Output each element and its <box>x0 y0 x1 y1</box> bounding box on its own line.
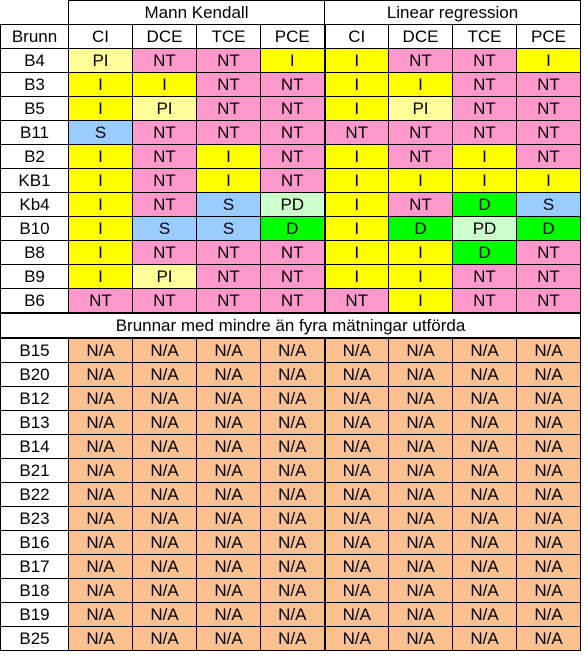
well-label: B15 <box>1 338 69 363</box>
result-cell: NT <box>453 97 517 121</box>
table-row <box>1 97 581 121</box>
column-header-row <box>1 25 581 49</box>
result-cell: NT <box>197 49 261 73</box>
na-cell: N/A <box>133 603 197 627</box>
na-cell: N/A <box>69 531 133 555</box>
na-cell: N/A <box>325 459 389 483</box>
result-cell: NT <box>261 289 325 314</box>
table-row <box>1 579 581 603</box>
well-label: B21 <box>1 459 69 483</box>
na-cell: N/A <box>69 603 133 627</box>
na-cell: N/A <box>325 411 389 435</box>
column-header: CI <box>325 25 389 49</box>
result-cell: NT <box>389 145 453 169</box>
result-cell: NT <box>517 241 581 265</box>
na-cell: N/A <box>389 363 453 387</box>
result-cell: NT <box>261 169 325 193</box>
row-label-header: Brunn <box>1 25 69 49</box>
result-cell: NT <box>197 73 261 97</box>
na-cell: N/A <box>389 627 453 651</box>
na-cell: N/A <box>133 627 197 651</box>
na-cell: N/A <box>197 459 261 483</box>
result-cell: I <box>389 265 453 289</box>
result-cell: NT <box>517 121 581 145</box>
na-cell: N/A <box>197 435 261 459</box>
na-cell: N/A <box>389 579 453 603</box>
na-cell: N/A <box>517 603 581 627</box>
column-header: TCE <box>453 25 517 49</box>
table-row <box>1 435 581 459</box>
result-cell: NT <box>133 193 197 217</box>
result-cell: NT <box>261 145 325 169</box>
well-label: B13 <box>1 411 69 435</box>
result-cell: D <box>453 241 517 265</box>
na-cell: N/A <box>261 363 325 387</box>
na-cell: N/A <box>261 555 325 579</box>
na-cell: N/A <box>69 363 133 387</box>
result-cell: S <box>517 193 581 217</box>
na-cell: N/A <box>453 603 517 627</box>
column-header: PCE <box>261 25 325 49</box>
result-cell: PI <box>133 265 197 289</box>
result-cell: PI <box>69 49 133 73</box>
result-cell: I <box>69 193 133 217</box>
result-cell: D <box>517 217 581 241</box>
na-cell: N/A <box>389 531 453 555</box>
na-cell: N/A <box>69 579 133 603</box>
result-cell: PD <box>453 217 517 241</box>
table-row <box>1 169 581 193</box>
result-cell: I <box>325 265 389 289</box>
table-row <box>1 241 581 265</box>
result-cell: I <box>389 241 453 265</box>
result-cell: I <box>69 145 133 169</box>
group-header-mann-kendall: Mann Kendall <box>69 1 325 25</box>
table-row <box>1 483 581 507</box>
na-cell: N/A <box>453 483 517 507</box>
result-cell: I <box>197 169 261 193</box>
na-cell: N/A <box>453 579 517 603</box>
na-cell: N/A <box>133 435 197 459</box>
result-cell: NT <box>389 49 453 73</box>
result-cell: D <box>389 217 453 241</box>
na-cell: N/A <box>197 338 261 363</box>
table-row <box>1 531 581 555</box>
well-label: B8 <box>1 241 69 265</box>
result-cell: I <box>325 73 389 97</box>
na-cell: N/A <box>69 387 133 411</box>
well-label: B10 <box>1 217 69 241</box>
result-cell: I <box>133 73 197 97</box>
well-label: B18 <box>1 579 69 603</box>
result-cell: S <box>197 193 261 217</box>
result-cell: I <box>69 97 133 121</box>
na-cell: N/A <box>517 507 581 531</box>
well-label: B9 <box>1 265 69 289</box>
result-cell: NT <box>453 121 517 145</box>
na-cell: N/A <box>69 627 133 651</box>
table-row <box>1 555 581 579</box>
result-cell: I <box>325 97 389 121</box>
result-cell: I <box>69 241 133 265</box>
na-cell: N/A <box>133 531 197 555</box>
result-cell: NT <box>133 145 197 169</box>
well-label: B11 <box>1 121 69 145</box>
result-cell: I <box>69 265 133 289</box>
na-cell: N/A <box>133 387 197 411</box>
table-row <box>1 627 581 651</box>
result-cell: NT <box>453 289 517 314</box>
na-cell: N/A <box>517 459 581 483</box>
result-cell: S <box>69 121 133 145</box>
result-cell: NT <box>517 289 581 314</box>
na-cell: N/A <box>389 435 453 459</box>
na-cell: N/A <box>325 531 389 555</box>
table-row <box>1 121 581 145</box>
table-row <box>1 73 581 97</box>
na-cell: N/A <box>69 459 133 483</box>
result-cell: NT <box>517 73 581 97</box>
na-cell: N/A <box>325 507 389 531</box>
na-cell: N/A <box>133 483 197 507</box>
na-cell: N/A <box>133 411 197 435</box>
result-cell: NT <box>197 265 261 289</box>
result-cell: I <box>325 169 389 193</box>
na-cell: N/A <box>69 338 133 363</box>
na-cell: N/A <box>453 507 517 531</box>
result-cell: I <box>325 241 389 265</box>
result-cell: I <box>325 145 389 169</box>
well-label: KB1 <box>1 169 69 193</box>
na-cell: N/A <box>261 627 325 651</box>
na-cell: N/A <box>389 459 453 483</box>
result-cell: NT <box>133 241 197 265</box>
na-cell: N/A <box>389 411 453 435</box>
result-cell: I <box>325 217 389 241</box>
na-cell: N/A <box>517 363 581 387</box>
result-cell: I <box>325 193 389 217</box>
corner-cell <box>1 1 69 25</box>
na-cell: N/A <box>69 435 133 459</box>
na-cell: N/A <box>453 531 517 555</box>
result-cell: NT <box>133 49 197 73</box>
well-label: B22 <box>1 483 69 507</box>
na-cell: N/A <box>261 338 325 363</box>
na-cell: N/A <box>261 411 325 435</box>
table-row <box>1 411 581 435</box>
well-label: B4 <box>1 49 69 73</box>
na-cell: N/A <box>69 555 133 579</box>
table-row <box>1 193 581 217</box>
na-cell: N/A <box>133 555 197 579</box>
result-cell: I <box>389 289 453 314</box>
na-cell: N/A <box>261 459 325 483</box>
na-cell: N/A <box>133 338 197 363</box>
well-label: B16 <box>1 531 69 555</box>
na-cell: N/A <box>197 555 261 579</box>
result-cell: I <box>453 169 517 193</box>
na-cell: N/A <box>389 483 453 507</box>
na-cell: N/A <box>133 459 197 483</box>
group-header-row <box>1 1 581 25</box>
na-cell: N/A <box>453 338 517 363</box>
table-row <box>1 459 581 483</box>
na-cell: N/A <box>69 411 133 435</box>
na-cell: N/A <box>517 627 581 651</box>
result-cell: NT <box>197 241 261 265</box>
result-cell: I <box>69 169 133 193</box>
result-cell: I <box>453 145 517 169</box>
na-cell: N/A <box>389 555 453 579</box>
na-cell: N/A <box>197 363 261 387</box>
na-cell: N/A <box>197 603 261 627</box>
result-cell: NT <box>517 265 581 289</box>
na-cell: N/A <box>133 579 197 603</box>
result-cell: I <box>69 73 133 97</box>
result-cell: NT <box>453 73 517 97</box>
na-cell: N/A <box>197 411 261 435</box>
result-cell: NT <box>389 193 453 217</box>
result-cell: I <box>261 49 325 73</box>
result-cell: NT <box>261 265 325 289</box>
well-label: Kb4 <box>1 193 69 217</box>
na-cell: N/A <box>261 603 325 627</box>
result-cell: NT <box>133 169 197 193</box>
na-cell: N/A <box>325 387 389 411</box>
na-cell: N/A <box>517 338 581 363</box>
result-cell: S <box>197 217 261 241</box>
na-cell: N/A <box>325 435 389 459</box>
na-cell: N/A <box>261 579 325 603</box>
na-cell: N/A <box>133 507 197 531</box>
table-row <box>1 265 581 289</box>
na-cell: N/A <box>261 507 325 531</box>
na-cell: N/A <box>197 507 261 531</box>
table-row <box>1 338 581 363</box>
result-cell: I <box>197 145 261 169</box>
result-cell: NT <box>389 121 453 145</box>
result-cell: PI <box>133 97 197 121</box>
na-cell: N/A <box>69 507 133 531</box>
result-cell: I <box>69 217 133 241</box>
well-label: B5 <box>1 97 69 121</box>
well-label: B17 <box>1 555 69 579</box>
table-row <box>1 603 581 627</box>
result-cell: NT <box>261 97 325 121</box>
na-cell: N/A <box>517 531 581 555</box>
result-cell: I <box>517 169 581 193</box>
result-cell: NT <box>197 121 261 145</box>
column-header: DCE <box>133 25 197 49</box>
result-cell: NT <box>325 289 389 314</box>
result-cell: NT <box>133 289 197 314</box>
na-cell: N/A <box>517 579 581 603</box>
na-cell: N/A <box>325 363 389 387</box>
na-cell: N/A <box>453 411 517 435</box>
column-header: CI <box>69 25 133 49</box>
na-cell: N/A <box>325 338 389 363</box>
result-cell: NT <box>517 145 581 169</box>
na-cell: N/A <box>197 579 261 603</box>
result-cell: NT <box>197 289 261 314</box>
well-label: B14 <box>1 435 69 459</box>
na-cell: N/A <box>453 459 517 483</box>
well-label: B25 <box>1 627 69 651</box>
na-cell: N/A <box>261 435 325 459</box>
na-cell: N/A <box>325 483 389 507</box>
na-cell: N/A <box>453 627 517 651</box>
well-label: B3 <box>1 73 69 97</box>
result-cell: NT <box>517 97 581 121</box>
result-cell: NT <box>69 289 133 314</box>
column-header: PCE <box>517 25 581 49</box>
na-cell: N/A <box>517 435 581 459</box>
na-cell: N/A <box>389 338 453 363</box>
na-cell: N/A <box>133 363 197 387</box>
result-cell: NT <box>453 49 517 73</box>
result-cell: PD <box>261 193 325 217</box>
result-cell: NT <box>261 121 325 145</box>
result-cell: I <box>325 49 389 73</box>
result-cell: NT <box>261 73 325 97</box>
na-cell: N/A <box>325 603 389 627</box>
na-cell: N/A <box>517 483 581 507</box>
na-cell: N/A <box>517 411 581 435</box>
na-cell: N/A <box>389 507 453 531</box>
well-label: B19 <box>1 603 69 627</box>
result-cell: NT <box>197 97 261 121</box>
result-cell: D <box>261 217 325 241</box>
result-cell: I <box>517 49 581 73</box>
result-cell: D <box>453 193 517 217</box>
column-header: TCE <box>197 25 261 49</box>
na-cell: N/A <box>69 483 133 507</box>
column-header: DCE <box>389 25 453 49</box>
na-cell: N/A <box>325 555 389 579</box>
na-cell: N/A <box>453 387 517 411</box>
well-label: B12 <box>1 387 69 411</box>
na-cell: N/A <box>197 387 261 411</box>
na-cell: N/A <box>197 531 261 555</box>
na-cell: N/A <box>325 579 389 603</box>
result-cell: NT <box>453 265 517 289</box>
table-row <box>1 145 581 169</box>
result-cell: NT <box>325 121 389 145</box>
table-row <box>1 49 581 73</box>
result-cell: PI <box>389 97 453 121</box>
well-label: B2 <box>1 145 69 169</box>
na-cell: N/A <box>261 483 325 507</box>
na-cell: N/A <box>453 555 517 579</box>
table-row <box>1 289 581 314</box>
result-cell: NT <box>133 121 197 145</box>
na-cell: N/A <box>261 387 325 411</box>
na-cell: N/A <box>197 627 261 651</box>
well-label: B20 <box>1 363 69 387</box>
na-cell: N/A <box>325 627 389 651</box>
well-label: B6 <box>1 289 69 314</box>
table-row <box>1 363 581 387</box>
result-cell: NT <box>261 241 325 265</box>
result-cell: I <box>389 169 453 193</box>
na-cell: N/A <box>389 603 453 627</box>
na-cell: N/A <box>517 555 581 579</box>
table-row <box>1 387 581 411</box>
table-row <box>1 507 581 531</box>
group-header-linear-regression: Linear regression <box>325 1 581 25</box>
well-label: B23 <box>1 507 69 531</box>
na-cell: N/A <box>453 435 517 459</box>
na-cell: N/A <box>197 483 261 507</box>
na-cell: N/A <box>517 387 581 411</box>
section-title: Brunnar med mindre än fyra mätningar utförda <box>1 313 581 338</box>
result-cell: S <box>133 217 197 241</box>
na-cell: N/A <box>261 531 325 555</box>
result-cell: I <box>389 73 453 97</box>
na-cell: N/A <box>389 387 453 411</box>
table-row <box>1 217 581 241</box>
section-title-row <box>1 313 581 338</box>
na-cell: N/A <box>453 363 517 387</box>
